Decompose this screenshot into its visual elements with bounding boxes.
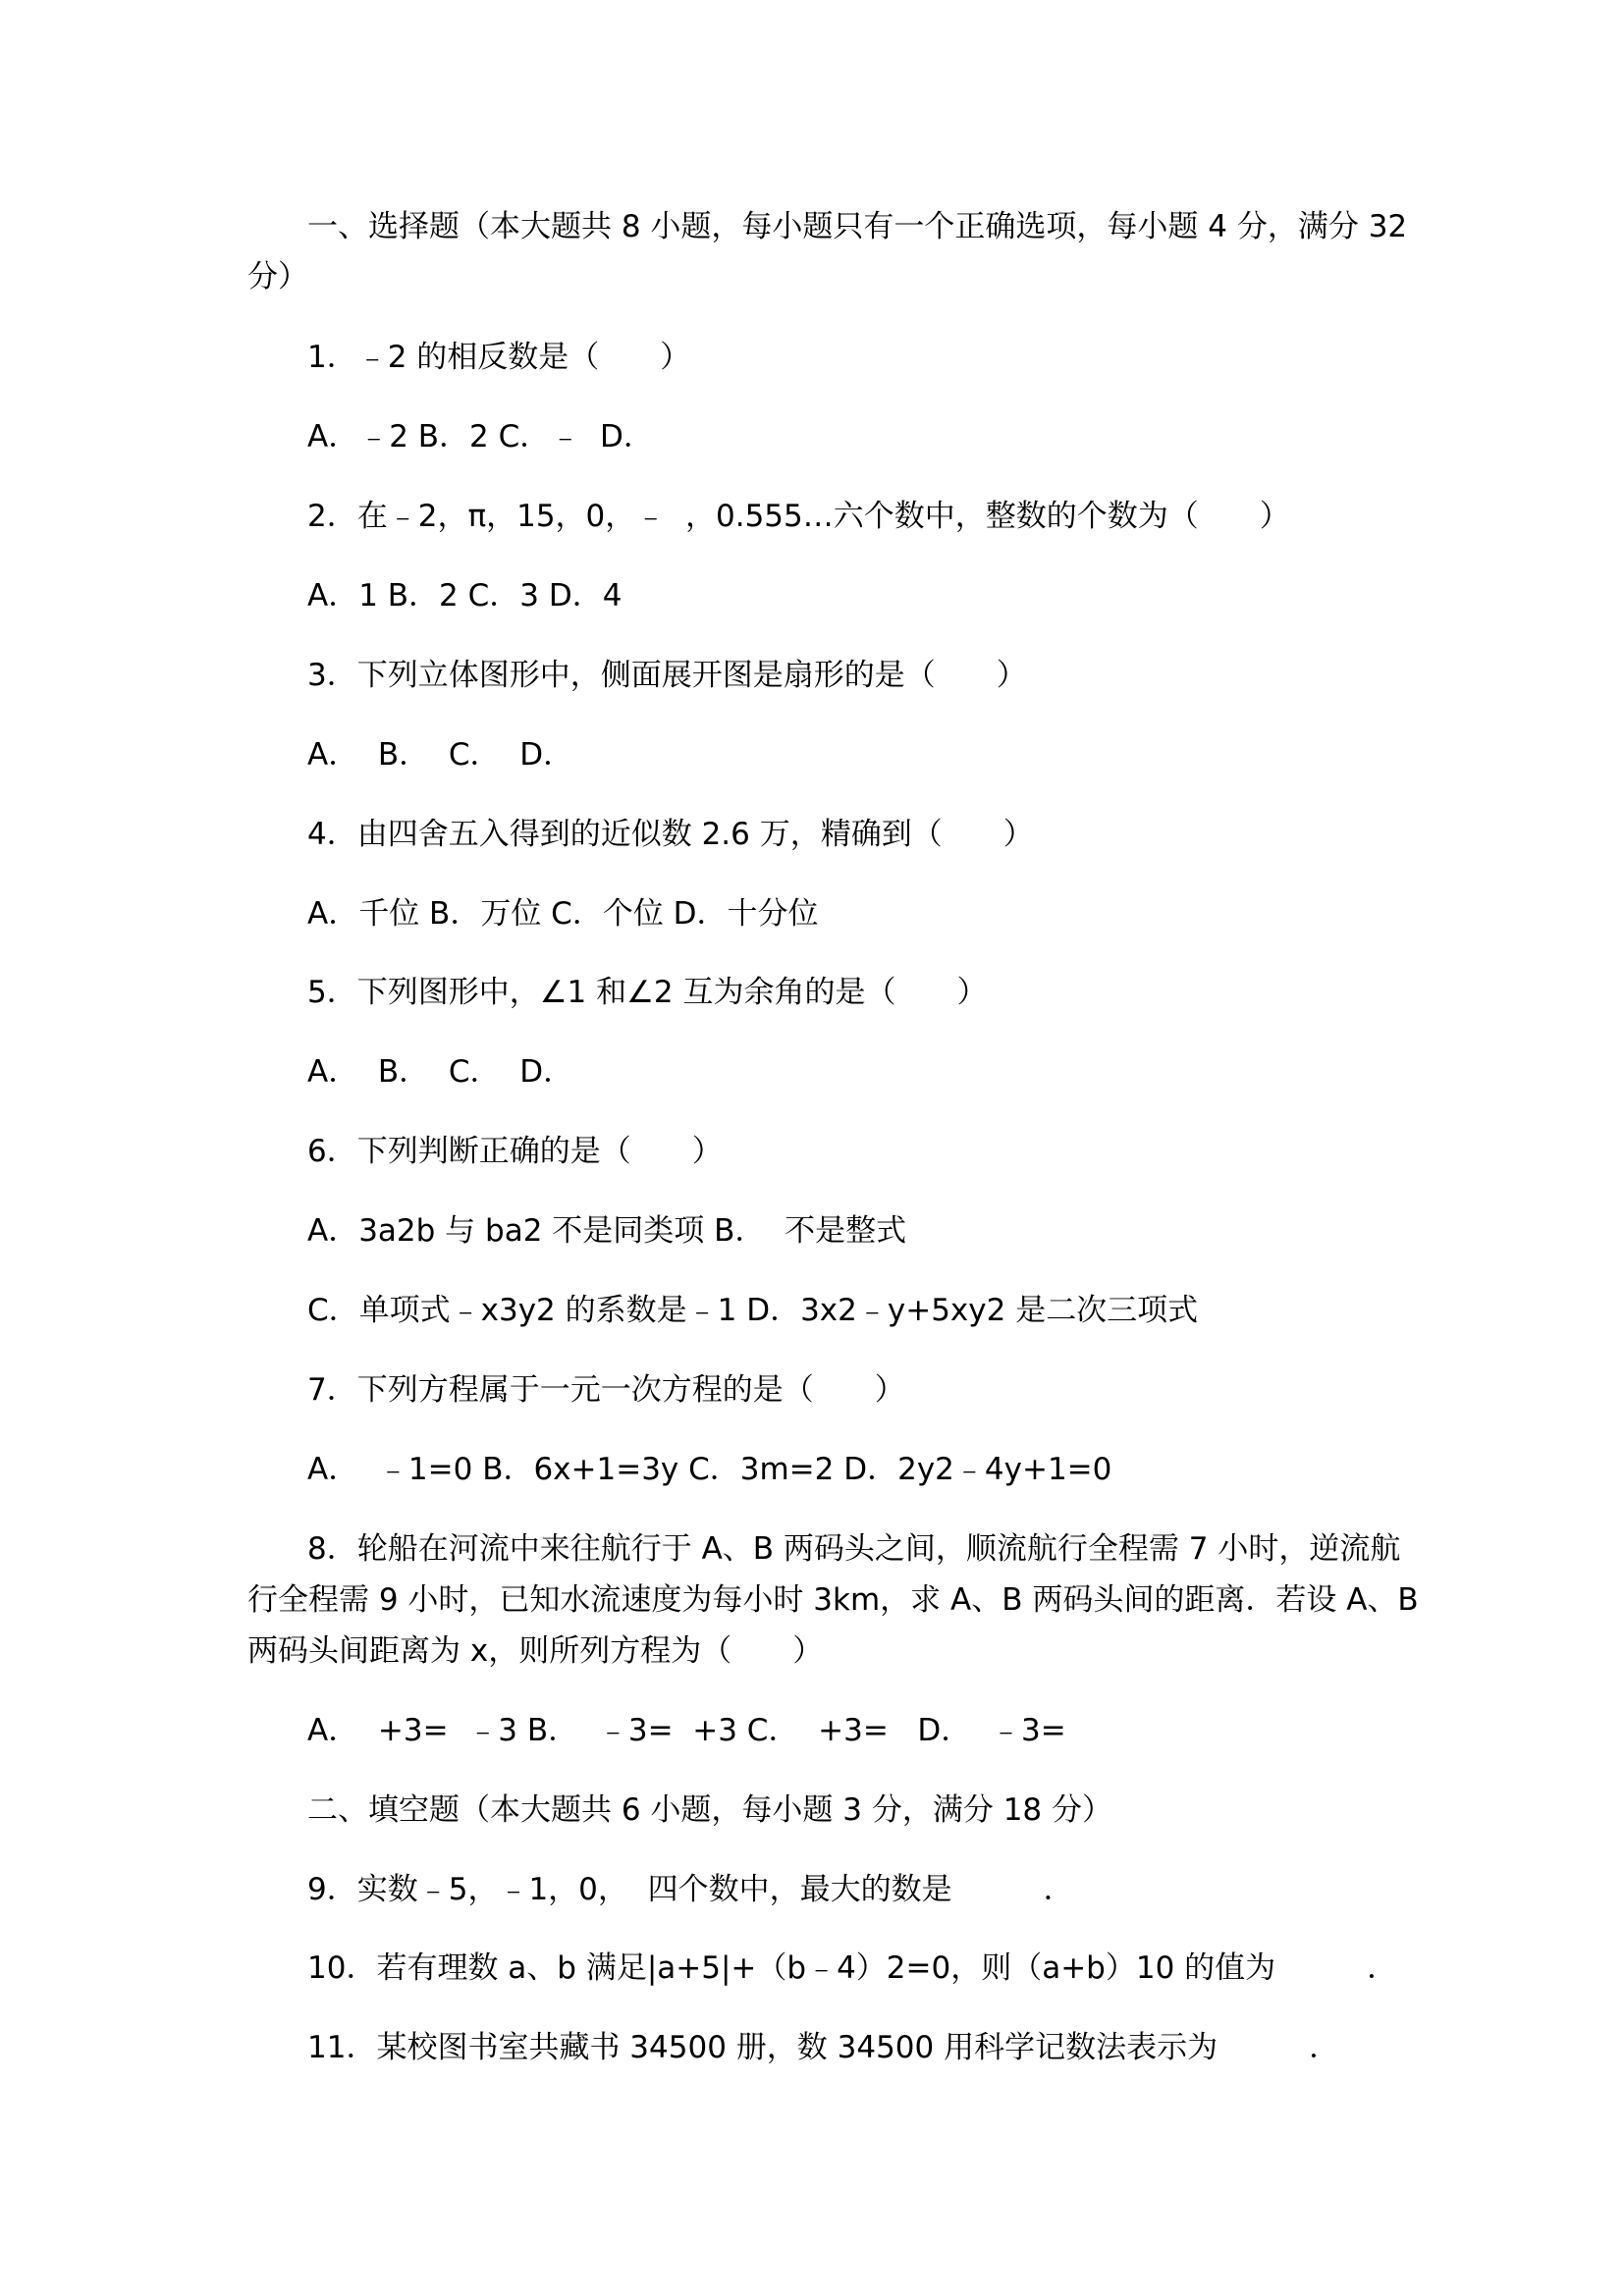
question-4-options: A．千位 B．万位 C．个位 D．十分位 [307, 896, 819, 932]
question-10-stem: 10．若有理数 a、b 满足|a+5|+（b﹣4）2=0，则（a+b）10 的值为 ． [307, 1950, 1398, 1986]
question-8-stem-end: 两码头间距离为 x，则所列方程为（ ） [247, 1633, 824, 1669]
question-5-options: A． B． C． D． [307, 1054, 574, 1090]
section1-heading: 一、选择题（本大题共 8 小题，每小题只有一个正确选项，每小题 4 分，满分 32 [307, 209, 1408, 244]
question-3-stem: 3．下列立体图形中，侧面展开图是扇形的是（ ） [307, 658, 1027, 693]
question-9-stem: 9．实数﹣5，﹣1，0， 四个数中，最大的数是 ． [307, 1872, 1074, 1907]
question-8-stem: 8．轮船在河流中来往航行于 A、B 两码头之间，顺流航行全程需 7 小时，逆流航 [307, 1531, 1401, 1567]
question-11-stem: 11．某校图书室共藏书 34500 册，数 34500 用科学记数法表示为 ． [307, 2030, 1340, 2065]
question-1-options: A．﹣2 B．2 C．﹣ D． [307, 419, 654, 454]
question-7-stem: 7．下列方程属于一元一次方程的是（ ） [307, 1372, 905, 1408]
question-5-stem: 5．下列图形中，∠1 和∠2 互为余角的是（ ） [307, 975, 988, 1010]
question-6-options-cd: C．单项式﹣x3y2 的系数是﹣1 D．3x2﹣y+5xy2 是二次三项式 [307, 1293, 1199, 1328]
question-7-options: A． ﹣1=0 B．6x+1=3y C．3m=2 D．2y2﹣4y+1=0 [307, 1452, 1112, 1487]
section1-heading-cont: 分） [247, 259, 308, 294]
question-8-options: A． +3= ﹣3 B． ﹣3= +3 C． +3= D． ﹣3= [307, 1713, 1066, 1748]
question-3-options: A． B． C． D． [307, 737, 574, 773]
question-6-options-ab: A．3a2b 与 ba2 不是同类项 B． 不是整式 [307, 1213, 907, 1249]
section2-heading: 二、填空题（本大题共 6 小题，每小题 3 分，满分 18 分） [307, 1792, 1113, 1828]
question-6-stem: 6．下列判断正确的是（ ） [307, 1134, 723, 1169]
question-1-stem: 1．﹣2 的相反数是（ ） [307, 340, 691, 375]
question-2-stem: 2．在﹣2，π，15，0，﹣ ，0.555…六个数中，整数的个数为（ ） [307, 499, 1290, 534]
question-2-options: A．1 B．2 C．3 D．4 [307, 578, 623, 614]
question-4-stem: 4．由四舍五入得到的近似数 2.6 万，精确到（ ） [307, 817, 1034, 852]
question-8-stem-cont: 行全程需 9 小时，已知水流速度为每小时 3km，求 A、B 两码头间的距离．若设 A、B [247, 1582, 1419, 1618]
